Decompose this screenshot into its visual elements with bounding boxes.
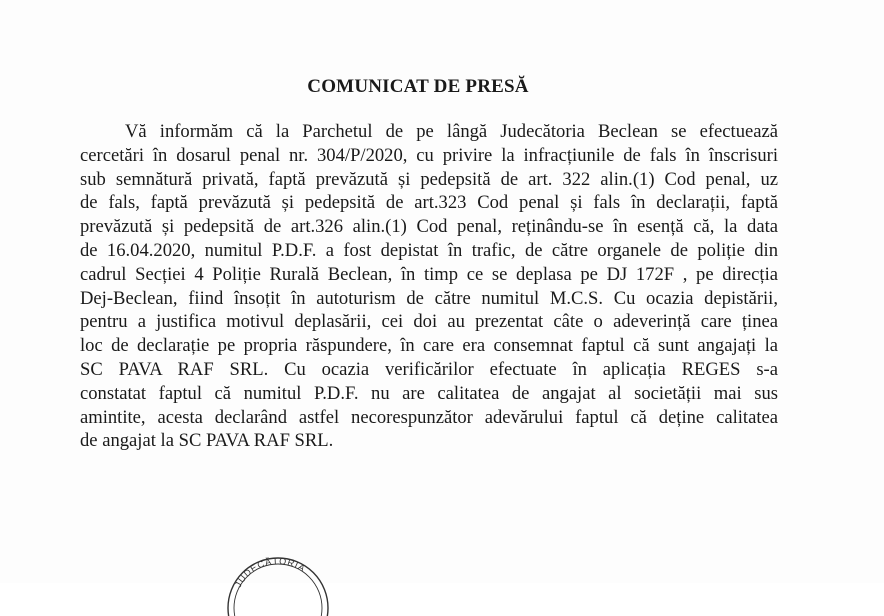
body-line: SC PAVA RAF SRL. Cu ocazia verificărilor efectuate în aplicația REGES s-a (80, 358, 778, 380)
body-line: Vă informăm că la Parchetul de pe lângă Judecătoria Beclean se efectuează (125, 121, 778, 142)
court-stamp-icon (218, 556, 338, 616)
body-line: prevăzută și pedepsită de art.326 alin.(1) Cod penal, reținându-se în esență că, la data (80, 216, 778, 238)
body-line: de fals, faptă prevăzută și pedepsită de art.323 Cod penal și fals în declarații, faptă (80, 192, 778, 214)
body-line: cadrul Secției 4 Poliție Rurală Beclean, în timp ce se deplasa pe DJ 172F , pe direcția (80, 263, 778, 285)
body-line: amintite, acesta declarând astfel necorespunzător adevărului faptul că deține calitatea (80, 406, 778, 428)
stamp-text: JUDECĂTORIA (232, 556, 308, 590)
body-line: de 16.04.2020, numitul P.D.F. a fost depistat în trafic, de către organele de poliție din (80, 239, 778, 261)
page-title: COMUNICAT DE PRESĂ (307, 76, 529, 97)
body-line: constatat faptul că numitul P.D.F. nu are calitatea de angajat al societății mai sus (80, 382, 778, 404)
body-line: sub semnătură privată, faptă prevăzută și pedepsită de art. 322 alin.(1) Cod penal, uz (80, 168, 778, 190)
body-line: Dej-Beclean, fiind însoțit în autoturism de către numitul M.C.S. Cu ocazia depistării, (80, 287, 778, 309)
press-release-body (80, 120, 778, 453)
body-line: pentru a justifica motivul deplasării, cei doi au prezentat câte o adeverință care ținea (80, 311, 778, 333)
body-line: loc de declarație pe propria răspundere, în care era consemnat faptul că sunt angajați la (80, 335, 778, 357)
body-line: de angajat la SC PAVA RAF SRL. (80, 430, 334, 452)
body-line: cercetări în dosarul penal nr. 304/P/2020, cu privire la infracțiunile de fals în înscrisuri (80, 144, 778, 166)
